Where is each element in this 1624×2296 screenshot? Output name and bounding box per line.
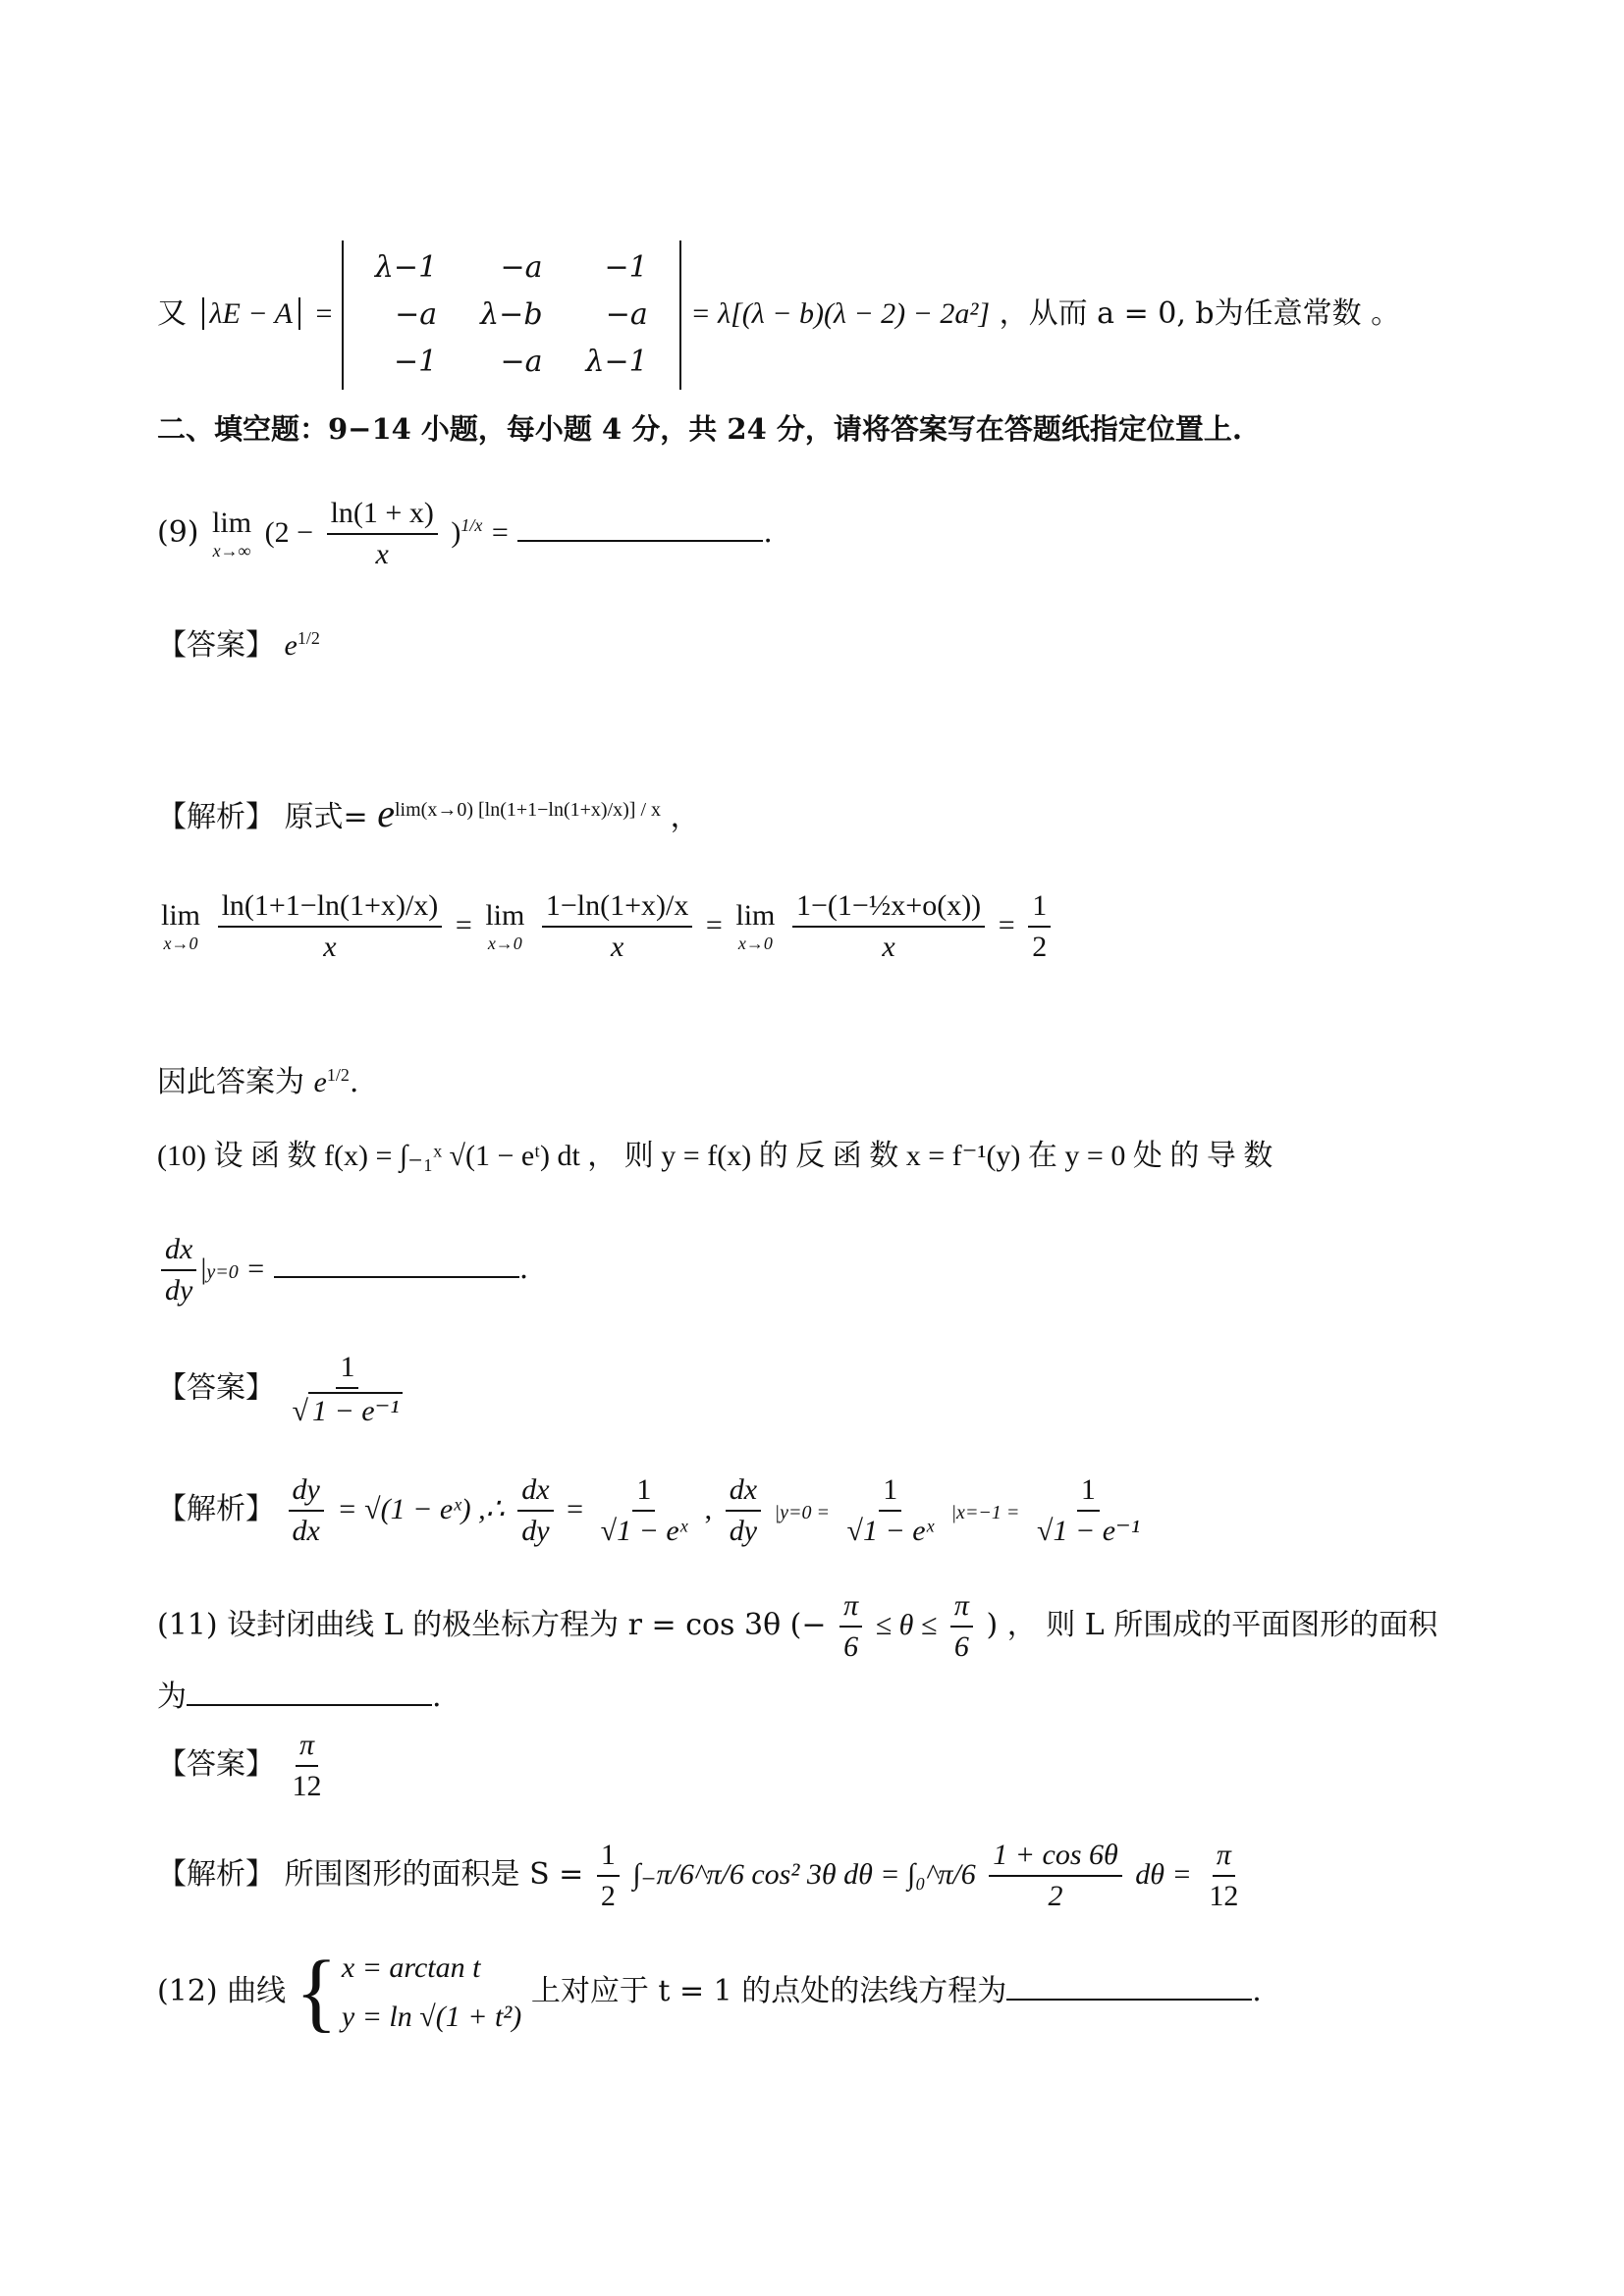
fraction-numerator: 1	[1077, 1472, 1100, 1512]
q10-sol-b-eq: =	[567, 1493, 584, 1525]
q9-expr-post: )	[451, 516, 461, 549]
matrix-prefix: 又	[157, 296, 187, 331]
solution-label: 【解析】	[157, 1857, 275, 1892]
fraction-numerator: ln(1+1−ln(1+x)/x)	[218, 888, 443, 928]
fraction-denominator: x	[882, 931, 895, 963]
limit-sub: x→∞	[212, 541, 251, 561]
fraction-numerator: 1−(1−½x+o(x))	[792, 888, 985, 928]
q10-sol-c-sep: ,	[704, 1493, 713, 1525]
fraction-denominator: 6	[953, 1630, 969, 1663]
q9-solution-intro-text: 原式=	[284, 800, 368, 834]
fraction-numerator: 1	[597, 1838, 620, 1877]
fraction-denominator: dy	[729, 1515, 758, 1547]
q11-question	[157, 1588, 1437, 1665]
answer-label: 【答案】	[157, 1370, 275, 1406]
q11-text-post: ) ， 则 L 所围成的平面图形的面积	[986, 1608, 1438, 1642]
q9-expr-pre: (2 −	[264, 516, 314, 549]
q9-solution-intro: 【解析】 原式= $e^{lim(x\to 0) [ln(1+1-ln(1+x)/x)] / x}$ ，	[157, 791, 700, 835]
q9-conclusion-base: e	[313, 1066, 327, 1098]
q9-equals: =	[491, 516, 509, 549]
q9-number: (9)	[157, 515, 199, 550]
fraction-numerator: π	[950, 1588, 973, 1628]
fraction-numerator: 1 + cos 6θ	[989, 1838, 1121, 1877]
matrix-line: 又 λE − A = λ−1 −a −1 −a λ−b −a −1 −a λ−1 = λ[(λ − b)(λ − 2) − 2a²] ，从而 a = 0, b为任意常数 。	[157, 240, 1400, 390]
q10-sub: y=0	[206, 1261, 239, 1283]
q10-answer-fraction: 1 √ 1 − e⁻¹	[289, 1350, 407, 1429]
q10-sol-a	[289, 1472, 324, 1549]
fraction-numerator: dy	[289, 1472, 324, 1512]
q12-answer-blank[interactable]	[1006, 1969, 1252, 2001]
matrix-cell: −1	[393, 345, 438, 379]
matrix-cell: −a	[500, 345, 543, 379]
q10-tail: .	[518, 1252, 529, 1286]
matrix-cell: λ−1	[585, 345, 648, 379]
q10-answer	[157, 1350, 410, 1429]
q12-tail: .	[1252, 1974, 1262, 2008]
q10-sol-d	[726, 1472, 761, 1549]
det-expression: λE − A	[202, 297, 300, 330]
fraction-denominator: x	[375, 538, 389, 570]
q10-sol-d-sub: |y=0 =	[774, 1502, 830, 1523]
fraction-denominator: dy	[521, 1515, 550, 1547]
fraction-numerator: 1	[632, 1472, 655, 1512]
fraction-denominator: x	[610, 931, 624, 963]
q10-line2: $\frac{dx}{dy}$ |y=0 = .	[157, 1232, 528, 1308]
q11-upper-bound	[950, 1588, 973, 1665]
q11-integral: ∫₋π/6^π/6 cos² 3θ dθ = ∫₀^π/6	[632, 1858, 976, 1891]
limit-label: lim	[212, 507, 252, 540]
fraction-denominator: 12	[292, 1770, 322, 1802]
fraction-denominator: dy	[165, 1274, 193, 1307]
q11-line2-text: 为	[157, 1680, 187, 1714]
answer-label: 【答案】	[157, 1747, 275, 1782]
fraction-denominator: 1 − eˣ	[862, 1515, 935, 1547]
q9-answer-blank[interactable]	[517, 510, 763, 542]
q12-question	[157, 1944, 1262, 2041]
fraction-denominator: 1 − eˣ	[617, 1515, 688, 1547]
matrix-rhs: = λ[(λ − b)(λ − 2) − 2a²]	[690, 297, 991, 330]
q11-sol-tail: dθ =	[1135, 1858, 1192, 1891]
matrix-cell: λ−b	[480, 297, 543, 332]
matrix-cell: −1	[604, 250, 648, 285]
fraction-numerator: 1	[1028, 888, 1051, 928]
q9-exponent: 1/x	[460, 515, 483, 535]
sol2-b	[542, 888, 693, 965]
q9-conclusion-text: 因此答案为	[157, 1065, 304, 1099]
limit: lim x→0	[485, 899, 525, 954]
q10-sol-a-rhs: = √(1 − eˣ) ,∴	[337, 1493, 505, 1525]
sol2-result	[1028, 888, 1051, 965]
limit: lim x→0	[161, 899, 201, 954]
q10-sol-b	[517, 1472, 553, 1549]
q10-question: (10) 设 函 数 f(x) = ∫₋₁ˣ √(1 − eᵗ) dt ， 则 y = f(x) 的 反 函 数 x = f⁻¹(y) 在 y = 0 处 的 导 数	[157, 1140, 1273, 1172]
fraction-numerator: dx	[517, 1472, 553, 1512]
q9-solution-chain: lim x→0 $\frac{\ln(1+1-\ln(1+x)/x)}{x}$ = lim x→0 $\frac{1-\ln(1+x)/x}{x}$ = lim x→0 $\frac{\text{1−(1−½x+o(x))}}{x}$ = $\frac{1}{2}$	[157, 888, 1055, 965]
q10-solution	[157, 1472, 1148, 1549]
q12-pre: (12) 曲线	[157, 1974, 287, 2008]
sol2-a	[218, 888, 443, 965]
q10-sol-e: $\frac{1}{\text{√1 − eˣ}}$	[846, 1473, 935, 1547]
fraction-denominator: 2	[1048, 1880, 1063, 1912]
q11-solution	[157, 1838, 1246, 1914]
q9-limit	[212, 506, 251, 562]
matrix-cell: λ−1	[374, 250, 438, 285]
q9-answer-exp: 1/2	[297, 628, 320, 648]
fraction-denominator: 2	[600, 1880, 616, 1912]
sol2-c	[792, 888, 985, 965]
q11-tail: .	[432, 1680, 442, 1714]
q11-answer-fraction	[289, 1728, 326, 1804]
fraction-numerator: 1	[879, 1472, 901, 1512]
fraction-denominator: 1 − e⁻¹	[308, 1392, 403, 1429]
matrix-cell: −a	[500, 250, 543, 285]
q10-sol-e-sub: |x=−1 =	[950, 1502, 1020, 1523]
q9-answer-base: e	[284, 629, 298, 662]
q10-sol-c: $\frac{1}{\text{√1 − eˣ}}$	[600, 1473, 688, 1547]
q11-text-pre: (11) 设封闭曲线 L 的极坐标方程为 r = cos 3θ (−	[157, 1608, 827, 1642]
q9-conclusion-end: .	[349, 1065, 359, 1099]
q10-equals: =	[247, 1253, 265, 1285]
fraction-numerator: π	[1213, 1838, 1235, 1877]
matrix-cell: −a	[605, 297, 648, 332]
q10-answer-blank[interactable]	[274, 1247, 519, 1278]
fraction-denominator: x	[323, 931, 337, 963]
q11-lower-bound	[839, 1588, 862, 1665]
q12-row2: y = ln √(1 + t²)	[341, 2001, 522, 2033]
q9-question	[157, 496, 773, 572]
fraction-numerator: ln(1 + x)	[327, 496, 438, 535]
q10-sol-f: $\frac{1}{\text{√1 − e⁻¹}}$	[1036, 1473, 1140, 1547]
q12-system: { x = arctan t y = ln √(1 + t²)	[295, 1944, 522, 2041]
fraction-numerator: dx	[161, 1232, 196, 1271]
q9-sol1-comma: ，	[670, 800, 700, 834]
q11-line2	[157, 1675, 442, 1715]
fraction-numerator: 1−ln(1+x)/x	[542, 888, 693, 928]
fraction-numerator: π	[296, 1728, 318, 1767]
limit: lim x→0	[735, 899, 776, 954]
q12-post: 上对应于 t = 1 的点处的法线方程为	[530, 1974, 1007, 2008]
answer-label: 【答案】	[157, 628, 275, 663]
q11-integrand	[989, 1838, 1121, 1914]
fraction-numerator: dx	[726, 1472, 761, 1512]
fraction-denominator: 2	[1032, 931, 1048, 963]
q9-sol1-exponent: lim(x→0) [ln(1+1−ln(1+x)/x)] / x	[395, 799, 662, 821]
fraction-denominator: 12	[1209, 1880, 1239, 1912]
fraction-denominator: 6	[843, 1630, 859, 1663]
q9-tail: .	[763, 515, 773, 550]
fraction-numerator: 1	[336, 1350, 358, 1389]
q11-inequality: ≤ θ ≤	[875, 1609, 938, 1641]
determinant-matrix	[342, 240, 681, 390]
solution-label: 【解析】	[157, 800, 275, 834]
matrix-cell: −a	[395, 297, 438, 332]
solution-label: 【解析】	[157, 1492, 275, 1526]
q11-half	[597, 1838, 620, 1914]
q9-conclusion-exp: 1/2	[326, 1065, 350, 1085]
q11-result	[1205, 1838, 1242, 1914]
q9-answer	[157, 628, 320, 664]
q11-answer-blank[interactable]	[187, 1675, 432, 1706]
fraction-denominator: 1 − e⁻¹	[1053, 1515, 1140, 1547]
q9-conclusion	[157, 1065, 358, 1100]
q12-row1: x = arctan t	[341, 1951, 481, 1984]
fraction-numerator: π	[839, 1588, 862, 1628]
q11-sol-text: 所围图形的面积是 S =	[284, 1857, 584, 1892]
q11-answer	[157, 1728, 330, 1804]
matrix-conclusion: ，从而 a = 0, b为任意常数 。	[999, 296, 1401, 331]
section-heading: 二、填空题：9−14 小题，每小题 4 分，共 24 分，请将答案写在答题纸指定位置上.	[157, 412, 1242, 446]
q9-fraction	[327, 496, 438, 572]
q10-derivative	[161, 1232, 196, 1308]
fraction-denominator: dx	[292, 1515, 320, 1547]
